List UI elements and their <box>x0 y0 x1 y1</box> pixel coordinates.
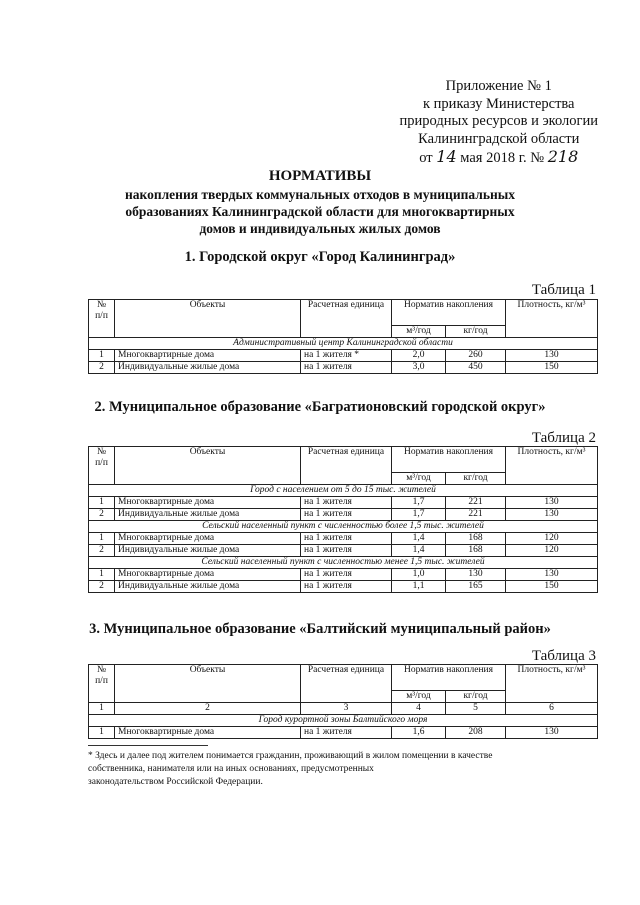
th-kg: кг/год <box>446 326 506 338</box>
th-norm: Норматив накопления <box>392 300 506 326</box>
th-num: № п/п <box>89 300 115 338</box>
cell-unit: на 1 жителя <box>301 569 392 581</box>
footnote-line: законодательством Российской Федерации. <box>88 777 263 787</box>
th-num: № п/п <box>89 447 115 485</box>
cell-kg: 168 <box>446 545 506 557</box>
cell-m3: 1,0 <box>392 569 446 581</box>
th-unit: Расчетная единица <box>301 665 392 703</box>
cell-num: 2 <box>89 545 115 557</box>
table-row <box>89 581 598 593</box>
cell-kg: 130 <box>446 569 506 581</box>
cell-num: 1 <box>89 727 115 739</box>
cell-object: Многоквартирные дома <box>115 350 301 362</box>
cell-object: Индивидуальные жилые дома <box>115 581 301 593</box>
col-number: 4 <box>392 703 446 715</box>
cell-m3: 1,7 <box>392 497 446 509</box>
th-object: Объекты <box>115 447 301 485</box>
table-2-label: Таблица 2 <box>531 430 596 446</box>
table-row <box>89 362 598 374</box>
doc-subtitle <box>0 186 640 237</box>
cell-object: Индивидуальные жилые дома <box>115 545 301 557</box>
table-row <box>89 497 598 509</box>
col-number: 5 <box>446 703 506 715</box>
cell-unit: на 1 жителя * <box>301 350 392 362</box>
cell-m3: 3,0 <box>392 362 446 374</box>
cell-kg: 165 <box>446 581 506 593</box>
cell-density: 130 <box>506 350 598 362</box>
cell-unit: на 1 жителя <box>301 533 392 545</box>
appendix-line: Приложение № 1 <box>445 78 552 94</box>
th-density: Плотность, кг/м³ <box>506 447 598 485</box>
cell-unit: на 1 жителя <box>301 581 392 593</box>
table-row <box>89 509 598 521</box>
col-number: 6 <box>506 703 598 715</box>
column-number-row <box>89 703 598 715</box>
cell-num: 1 <box>89 533 115 545</box>
table-1 <box>88 299 598 374</box>
subtitle-line: домов и индивидуальных жилых домов <box>199 221 441 236</box>
th-norm: Норматив накопления <box>392 665 506 691</box>
group-row: Город курортной зоны Балтийского моря <box>89 715 598 727</box>
cell-m3: 2,0 <box>392 350 446 362</box>
col-number: 1 <box>89 703 115 715</box>
cell-object: Индивидуальные жилые дома <box>115 509 301 521</box>
cell-density: 130 <box>506 497 598 509</box>
date-rest: мая 2018 г. № <box>460 150 545 166</box>
subtitle-line: образованиях Калининградской области для многоквартирных <box>125 204 515 219</box>
cell-unit: на 1 жителя <box>301 497 392 509</box>
th-object: Объекты <box>115 665 301 703</box>
cell-object: Многоквартирные дома <box>115 533 301 545</box>
th-object: Объекты <box>115 300 301 338</box>
footnote <box>88 750 568 789</box>
cell-density: 150 <box>506 581 598 593</box>
section-3-title: 3. Муниципальное образование «Балтийский муниципальный район» <box>89 621 551 637</box>
th-m3: м³/год <box>392 691 446 703</box>
th-density: Плотность, кг/м³ <box>506 665 598 703</box>
cell-unit: на 1 жителя <box>301 362 392 374</box>
cell-m3: 1,4 <box>392 545 446 557</box>
table-1-label: Таблица 1 <box>531 282 596 298</box>
cell-num: 2 <box>89 581 115 593</box>
col-number: 2 <box>115 703 301 715</box>
date-day: 14 <box>436 147 457 166</box>
cell-density: 150 <box>506 362 598 374</box>
table-row <box>89 545 598 557</box>
table-row <box>89 350 598 362</box>
appendix-line: природных ресурсов и экологии <box>399 113 598 129</box>
cell-kg: 450 <box>446 362 506 374</box>
cell-object: Многоквартирные дома <box>115 497 301 509</box>
cell-m3: 1,7 <box>392 509 446 521</box>
th-kg: кг/год <box>446 473 506 485</box>
cell-num: 1 <box>89 497 115 509</box>
th-kg: кг/год <box>446 691 506 703</box>
table-3 <box>88 664 598 739</box>
cell-object: Многоквартирные дома <box>115 727 301 739</box>
table-row <box>89 533 598 545</box>
table-row <box>89 569 598 581</box>
subtitle-line: накопления твердых коммунальных отходов в муниципальных <box>124 187 516 202</box>
cell-object: Индивидуальные жилые дома <box>115 362 301 374</box>
appendix-line: Калининградской области <box>418 130 580 147</box>
appendix-line: к приказу Министерства <box>423 95 575 112</box>
cell-num: 2 <box>89 362 115 374</box>
appendix-date <box>400 148 598 168</box>
cell-density: 130 <box>506 509 598 521</box>
footnote-divider <box>88 745 208 746</box>
date-prefix: от <box>419 150 433 166</box>
cell-object: Многоквартирные дома <box>115 569 301 581</box>
th-unit: Расчетная единица <box>301 300 392 338</box>
cell-unit: на 1 жителя <box>301 727 392 739</box>
doc-title: НОРМАТИВЫ <box>268 168 372 184</box>
cell-kg: 221 <box>446 497 506 509</box>
cell-density: 120 <box>506 533 598 545</box>
th-m3: м³/год <box>392 473 446 485</box>
th-norm: Норматив накопления <box>392 447 506 473</box>
footnote-line: * Здесь и далее под жителем понимается гражданин, проживающий в жилом помещении в качестве <box>88 751 493 761</box>
table-row <box>89 727 598 739</box>
group-row: Административный центр Калининградской области <box>89 338 598 350</box>
cell-num: 1 <box>89 350 115 362</box>
group-row: Сельский населенный пункт с численностью менее 1,5 тыс. жителей <box>89 557 598 569</box>
section-2-title: 2. Муниципальное образование «Багратионовский городской округ» <box>94 399 546 415</box>
cell-m3: 1,4 <box>392 533 446 545</box>
section-1-title: 1. Городской округ «Город Калининград» <box>184 249 456 265</box>
col-number: 3 <box>301 703 392 715</box>
th-num: № п/п <box>89 665 115 703</box>
footnote-line: собственника, нанимателя или на иных основаниях, предусмотренных <box>88 764 374 774</box>
table-3-label: Таблица 3 <box>531 648 596 664</box>
group-row: Сельский населенный пункт с численностью более 1,5 тыс. жителей <box>89 521 598 533</box>
appendix-header <box>400 78 598 168</box>
cell-kg: 168 <box>446 533 506 545</box>
cell-density: 130 <box>506 727 598 739</box>
group-row: Город с населением от 5 до 15 тыс. жителей <box>89 485 598 497</box>
th-m3: м³/год <box>392 326 446 338</box>
table-2 <box>88 446 598 593</box>
cell-m3: 1,1 <box>392 581 446 593</box>
cell-kg: 208 <box>446 727 506 739</box>
cell-m3: 1,6 <box>392 727 446 739</box>
th-density: Плотность, кг/м³ <box>506 300 598 338</box>
th-unit: Расчетная единица <box>301 447 392 485</box>
cell-kg: 260 <box>446 350 506 362</box>
cell-num: 1 <box>89 569 115 581</box>
order-number: 218 <box>547 147 579 166</box>
cell-num: 2 <box>89 509 115 521</box>
cell-density: 130 <box>506 569 598 581</box>
cell-density: 120 <box>506 545 598 557</box>
cell-kg: 221 <box>446 509 506 521</box>
cell-unit: на 1 жителя <box>301 509 392 521</box>
cell-unit: на 1 жителя <box>301 545 392 557</box>
